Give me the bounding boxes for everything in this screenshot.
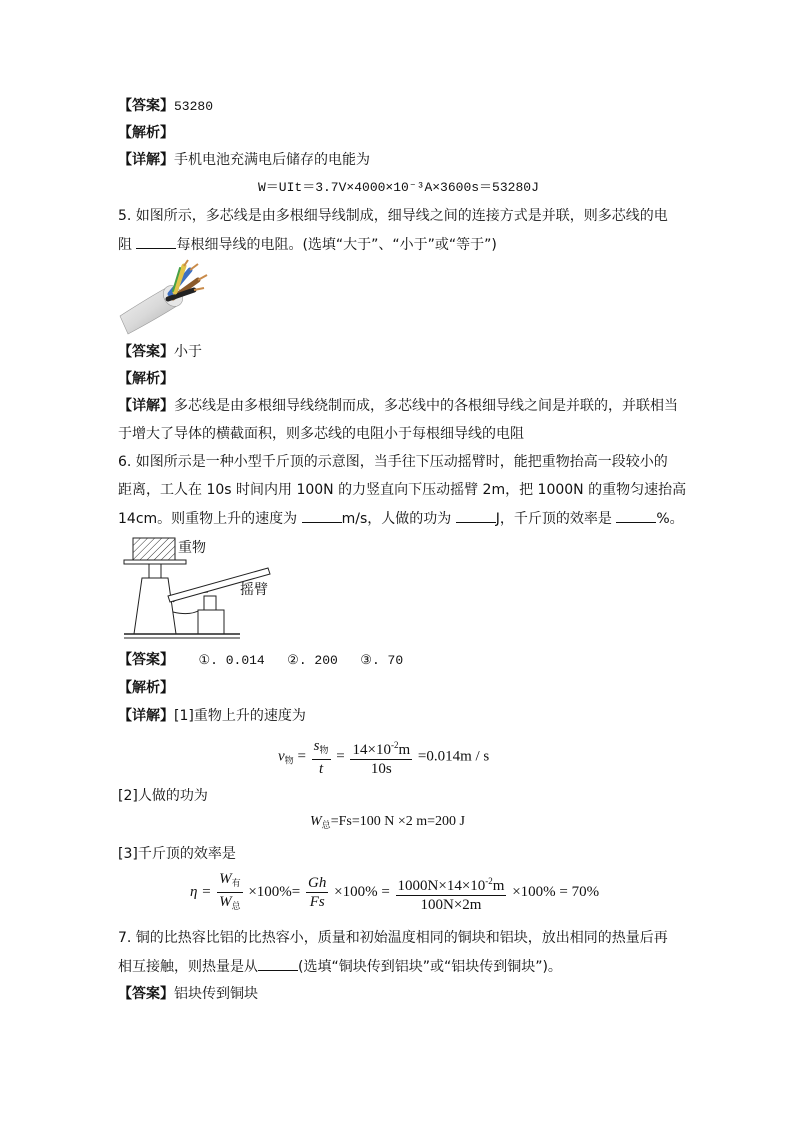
- q6-part-3: [3]千斤顶的效率是: [118, 846, 236, 862]
- eq-text: m: [492, 877, 505, 894]
- eq-sub: 总: [231, 901, 241, 911]
- analysis-tag: 【解析】: [118, 371, 174, 387]
- q4-analysis: [118, 123, 174, 143]
- answer-tag: 【答案】: [118, 652, 174, 668]
- q5-detail-line2: 于增大了导体的横截面积，则多芯线的电阻小于每根细导线的电阻: [118, 426, 524, 442]
- part-1-text: [1]重物上升的速度为: [174, 708, 306, 724]
- arm-label: 摇臂: [240, 582, 268, 598]
- stem-text: 阻: [118, 237, 137, 253]
- stem-text: (选填“铜块传到铝块”或“铝块传到铜块”)。: [298, 959, 562, 975]
- q4-answer: [118, 96, 213, 117]
- eq-sub: 物: [284, 755, 294, 766]
- answer-value: 53280: [174, 99, 214, 114]
- q7-answer: [118, 984, 258, 1004]
- eq-text: 100N×2m: [420, 896, 482, 913]
- detail-text: 手机电池充满电后储存的电能为: [174, 152, 370, 168]
- q5-stem-line1: 5. 如图所示，多芯线是由多根细导线制成，细导线之间的连接方式是并联，则多芯线的电: [118, 208, 668, 224]
- q5-stem-line2: [118, 234, 497, 255]
- analysis-tag: 【解析】: [118, 680, 174, 696]
- weight-block: [133, 538, 175, 560]
- detail-text: 多芯线是由多根细导线绕制而成，多芯线中的各根细导线之间是并联的，并联相当: [174, 398, 678, 414]
- stem-text: J，千斤顶的效率是: [495, 511, 617, 527]
- fraction: [312, 737, 331, 778]
- answer-2: ②. 200: [287, 653, 338, 668]
- eq-sub: 物: [319, 744, 329, 755]
- weight-label: 重物: [178, 540, 206, 556]
- q7-stem-line2: [118, 956, 562, 977]
- stem-text: 每根细导线的电阻。(选填“大于”、“小于”或“等于”): [176, 237, 497, 253]
- q6-answer: [118, 650, 403, 671]
- eq-text: m: [398, 742, 411, 758]
- q6-stem-line1: 6. 如图所示是一种小型千斤顶的示意图，当手往下压动摇臂时，能把重物抬高一段较小的: [118, 454, 668, 470]
- stem-text: 相互接触，则热量是从: [118, 959, 258, 975]
- eq-symbol: t: [319, 760, 324, 777]
- eq-sub: 总: [321, 820, 331, 830]
- answer-1: ①. 0.014: [198, 653, 265, 668]
- work-blank[interactable]: [456, 508, 496, 523]
- eq-result: =Fs=100 N ×2 m=200 J: [330, 814, 465, 829]
- multicore-cable-figure: [118, 258, 218, 336]
- stem-text: %。: [656, 511, 684, 527]
- q6-part-2: [2]人做的功为: [118, 788, 208, 804]
- eq-result: =0.014m / s: [417, 748, 490, 765]
- stem-text: 14cm。则重物上升的速度为: [118, 511, 302, 527]
- q6-detail: [118, 706, 306, 726]
- answer-value: 铝块传到铜块: [174, 986, 258, 1002]
- detail-tag: 【详解】: [118, 708, 174, 724]
- eq-sub: 有: [231, 878, 241, 888]
- stem-text: m/s，人做的功为: [341, 511, 456, 527]
- detail-tag: 【详解】: [118, 152, 174, 168]
- q5-detail-line1: [118, 396, 678, 416]
- eq-symbol: η =: [190, 883, 212, 900]
- fraction: [350, 736, 412, 778]
- fraction: [217, 870, 243, 915]
- eq-text: 10s: [370, 761, 392, 777]
- eq-symbol: Fs: [309, 894, 325, 910]
- eq-sup: -2: [390, 740, 399, 750]
- q6-stem-line2: 距离，工人在 10s 时间内用 100N 的力竖直向下压动摇臂 2m，把 1000N 的重物匀速抬高: [118, 482, 687, 498]
- answer-blank[interactable]: [258, 956, 298, 971]
- eq-symbol: Gh: [308, 875, 327, 891]
- speed-equation: $v_物$ = $\frac{s_物}{t}$ = $\frac{14\times 10^{-2}m}{10s}$ =0.014m / s: [278, 737, 490, 777]
- eq-result: ×100% = 70%: [512, 883, 600, 900]
- answer-tag: 【答案】: [118, 98, 174, 114]
- q6-stem-line3: [118, 508, 684, 529]
- q4-detail: [118, 150, 370, 170]
- answer-tag: 【答案】: [118, 344, 174, 360]
- efficiency-equation: [190, 870, 599, 915]
- fraction: [396, 872, 507, 914]
- answer-value: 小于: [174, 344, 202, 360]
- answer-3: ③. 70: [360, 653, 404, 668]
- eq-text: 14×10: [352, 742, 391, 758]
- speed-blank[interactable]: [302, 508, 342, 523]
- eq-text: ×100% =: [334, 883, 390, 900]
- q5-analysis: [118, 369, 174, 389]
- eq-text: ×100%=: [248, 883, 301, 900]
- q5-answer: [118, 342, 202, 362]
- analysis-tag: 【解析】: [118, 125, 174, 141]
- q4-formula: W＝UIt＝3.7V×4000×10⁻³A×3600s＝53280J: [258, 180, 539, 195]
- eq-symbol: s: [313, 737, 320, 754]
- q6-analysis: [118, 678, 174, 698]
- q7-stem-line1: 7. 铜的比热容比铝的比热容小，质量和初始温度相同的铜块和铝块，放出相同的热量后再: [118, 930, 668, 946]
- eq-text: 1000N×14×10: [397, 877, 486, 894]
- efficiency-blank[interactable]: [616, 508, 656, 523]
- eq-symbol: W: [310, 814, 322, 829]
- answer-blank[interactable]: [136, 234, 176, 249]
- fraction: [306, 874, 328, 911]
- answer-tag: 【答案】: [118, 986, 174, 1002]
- eq-symbol: W: [219, 894, 232, 910]
- eq-symbol: W: [219, 871, 232, 887]
- work-equation: [310, 814, 465, 831]
- eq-symbol: v: [278, 748, 285, 765]
- detail-tag: 【详解】: [118, 398, 174, 414]
- eq-sup: -2: [485, 875, 493, 886]
